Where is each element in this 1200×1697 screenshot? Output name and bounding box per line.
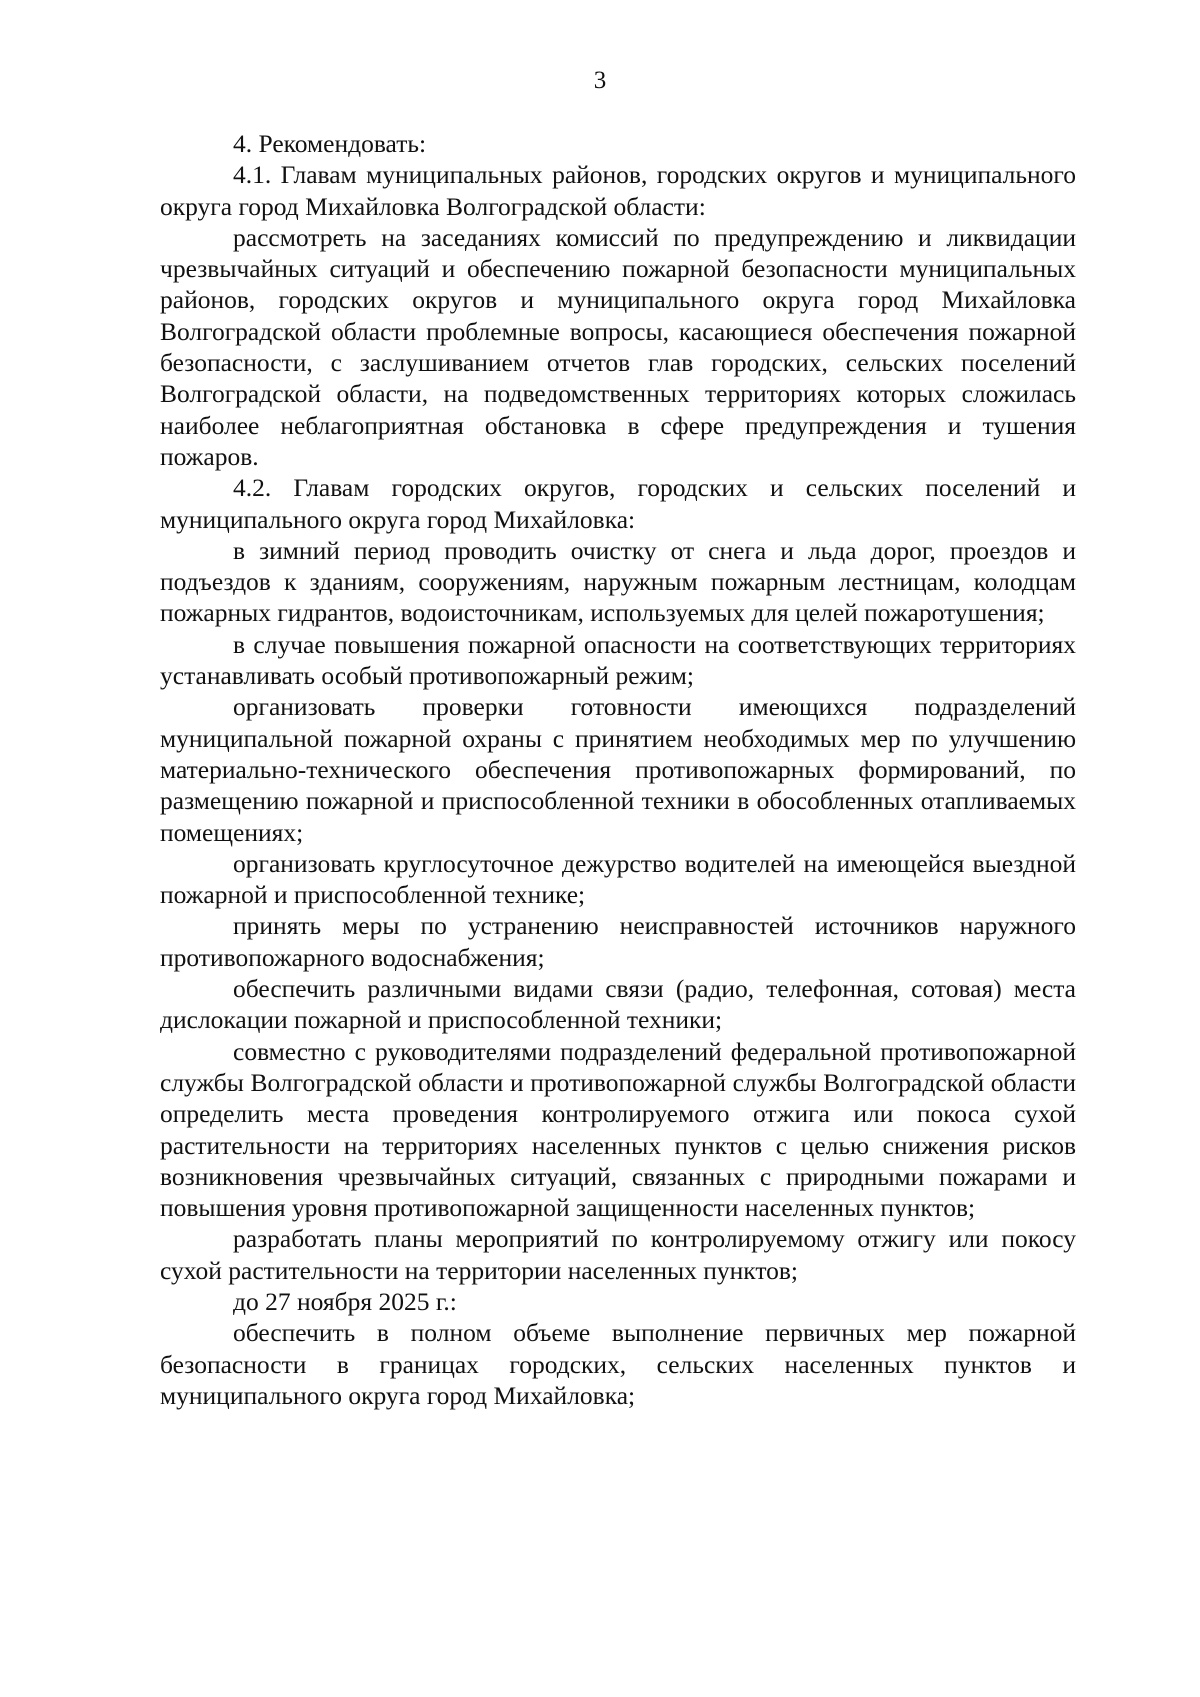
- page-number: 3: [593, 67, 607, 94]
- paragraph-4-1-heading: 4.1. Главам муниципальных районов, городских округов и муниципального округа город Михайловка Волгоградской области:: [160, 160, 1076, 221]
- paragraph-4-1-consider: рассмотреть на заседаниях комиссий по предупреждению и ликвидации чрезвычайных ситуаций и обеспечению пожарной безопасности муниципальных районов, городских округов и муниципального округа город Михайловка Волгоградской области проблемные вопросы, касающиеся обеспечения пожарной безопасности, с заслушиванием отчетов глав городских, сельских поселений Волгоградской области, на подведомственных территориях которых сложилась наиболее неблагоприятная обстановка в сфере предупреждения и тушения пожаров.: [160, 222, 1076, 471]
- paragraph-controlled-burning: совместно с руководителями подразделений федеральной противопожарной службы Волгоградской области и противопожарной службы Волгоградской области определить места проведения контролируемого отжига или покоса сухой растительности на территориях населенных пунктов с целью снижения рисков возникновения чрезвычайных ситуаций, связанных с природными пожарами и повышения уровня противопожарной защищенности населенных пунктов;: [160, 1036, 1076, 1223]
- paragraph-readiness-checks: организовать проверки готовности имеющихся подразделений муниципальной пожарной охраны с принятием необходимых мер по улучшению материально-технического обеспечения противопожарных формирований, по размещению пожарной и приспособленной техники в обособленных отапливаемых помещениях;: [160, 692, 1076, 847]
- paragraph-winter-cleaning: в зимний период проводить очистку от снега и льда дорог, проездов и подъездов к зданиям, сооружениям, наружным пожарным лестницам, колодцам пожарных гидрантов, водоисточникам, используемых для целей пожаротушения;: [160, 535, 1076, 628]
- paragraph-communications: обеспечить различными видами связи (радио, телефонная, сотовая) места дислокации пожарной и приспособленной техники;: [160, 974, 1076, 1035]
- paragraph-recommend-heading: 4. Рекомендовать:: [233, 129, 427, 158]
- paragraph-action-plans: разработать планы мероприятий по контролируемому отжигу или покосу сухой растительности на территории населенных пунктов;: [160, 1224, 1076, 1285]
- paragraph-deadline: до 27 ноября 2025 г.:: [233, 1286, 457, 1316]
- paragraph-water-supply: принять меры по устранению неисправностей источников наружного противопожарного водоснабжения;: [160, 911, 1076, 972]
- paragraph-fire-regime: в случае повышения пожарной опасности на соответствующих территориях устанавливать особый противопожарный режим;: [160, 629, 1076, 691]
- paragraph-driver-duty: организовать круглосуточное дежурство водителей на имеющейся выездной пожарной и приспособленной технике;: [160, 848, 1076, 910]
- paragraph-4-2-heading: 4.2. Главам городских округов, городских и сельских поселений и муниципального округа город Михайловка:: [160, 473, 1076, 534]
- document-body: [160, 128, 1076, 1411]
- paragraph-primary-measures: обеспечить в полном объеме выполнение первичных мер пожарной безопасности в границах городских, сельских населенных пунктов и муниципального округа город Михайловка;: [160, 1318, 1076, 1410]
